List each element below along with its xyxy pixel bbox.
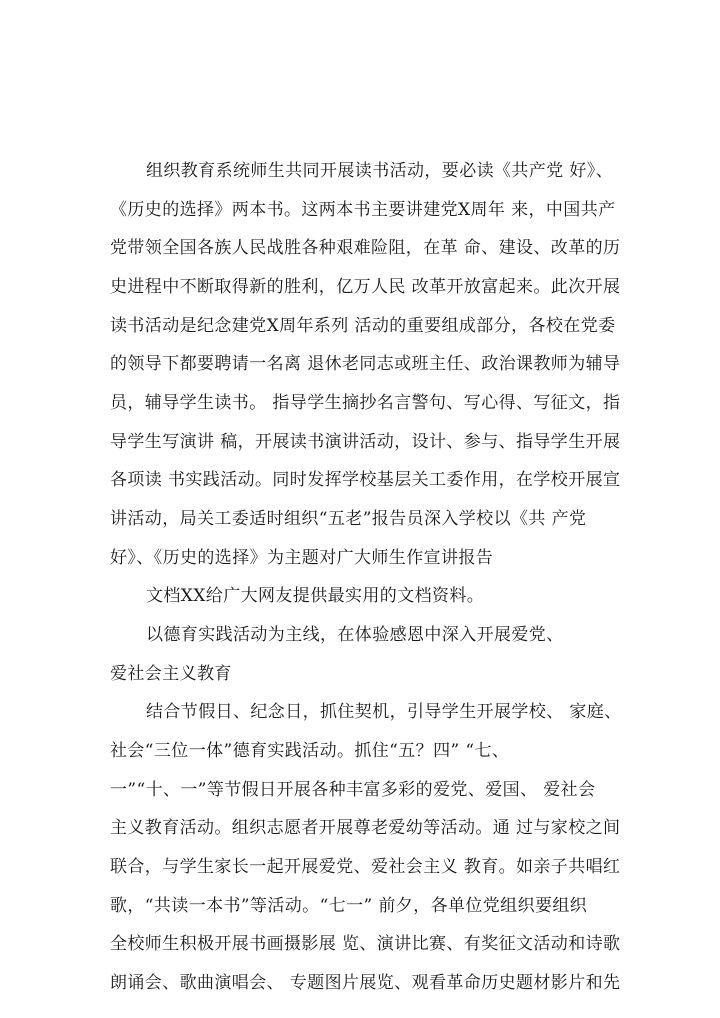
text-line-3: 党带领全国各族人民战胜各种艰难险阻，在革 命、建设、改革的历 xyxy=(110,238,621,258)
text-line-9: 各项读 书实践活动。同时发挥学校基层关工委作用，在学校开展宣 xyxy=(110,470,621,490)
text-line-19: 联合，与学生家长一起开展爱党、爱社会主义 教育。如亲子共唱红 xyxy=(110,857,621,877)
text-line-7: 员，辅导学生读书。 指导学生摘抄名言警句、写心得、写征文，指 xyxy=(110,393,621,413)
text-line-6: 的领导下都要聘请一名离 退休老同志或班主任、政治课教师为辅导 xyxy=(110,354,621,374)
text-line-10: 讲活动，局关工委适时组织“五老”报告员深入学校以《共 产党 xyxy=(110,509,587,529)
text-line-1: 组织教育系统师生共同开展读书活动，要必读《共产党 好》、 xyxy=(146,161,614,181)
text-line-4: 史进程中不断取得新的胜利，亿万人民 改革开放富起来。此次开展 xyxy=(110,277,621,297)
text-line-11: 好》、《历史的选择》为主题对广大师生作宣讲报告 xyxy=(110,548,494,568)
text-line-8: 导学生写演讲 稿，开展读书演讲活动，设计、参与、指导学生开展 xyxy=(110,432,621,452)
text-line-5: 读书活动是纪念建党Ⅹ周年系列 活动的重要组成部分，各校在党委 xyxy=(110,316,616,336)
text-line-22: 朗诵会、歌曲演唱会、 专题图片展览、观看革命历史题材影片和先 xyxy=(110,973,621,993)
text-line-12: 文档XX给广大网友提供最实用的文档资料。 xyxy=(146,586,485,606)
text-line-13: 以德育实践活动为主线，在体验感恩中深入开展爱党、 xyxy=(146,625,564,645)
text-line-18: 主义教育活动。组织志愿者开展尊老爱幼等活动。通 过与家校之间 xyxy=(110,818,621,838)
text-line-15: 结合节假日、纪念日，抓住契机，引导学生开展学校、 家庭、 xyxy=(146,702,622,722)
text-line-16: 社会“三位一体”德育实践活动。抓住“五？四” “七、 xyxy=(110,741,510,761)
text-line-14: 爱社会主义教育 xyxy=(110,664,232,684)
text-line-2: 《历史的选择》两本书。这两本书主要讲建党Ⅹ周年 来，中国共产 xyxy=(110,200,616,220)
text-line-20: 歌，“共读一本书”等活动。“七一” 前夕，各单位党组织要组织 xyxy=(110,896,588,916)
text-line-17: 一”“十、一”等节假日开展各种丰富多彩的爱党、爱国、 爱社会 xyxy=(110,780,596,800)
text-line-21: 全校师生积极开展书画摄影展 览、演讲比赛、有奖征文活动和诗歌 xyxy=(110,934,621,954)
